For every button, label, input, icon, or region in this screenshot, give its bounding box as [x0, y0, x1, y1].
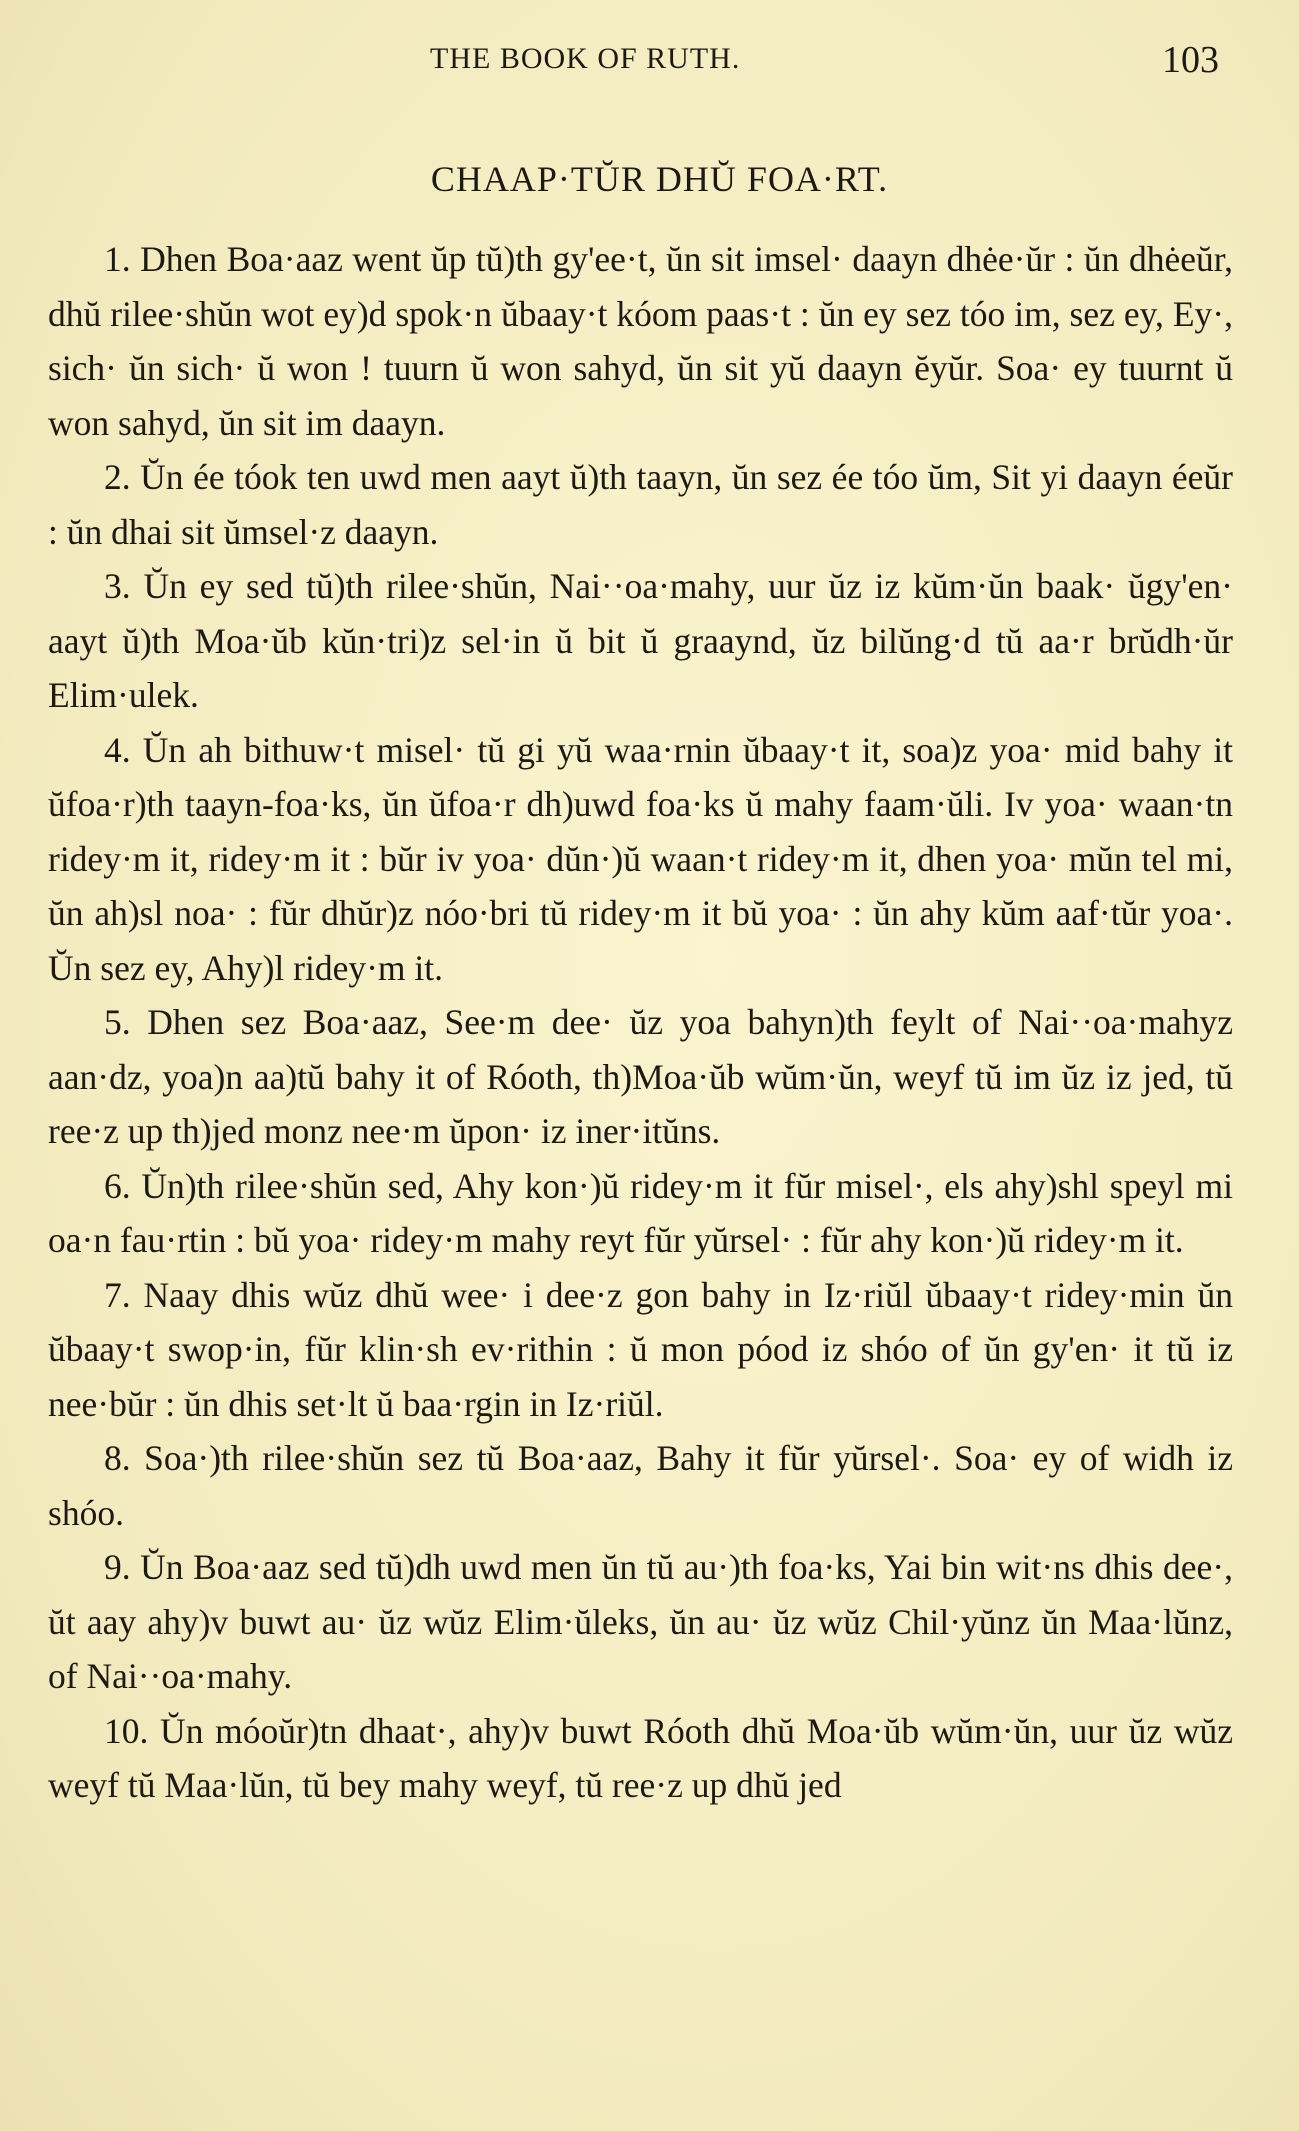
- page-number: 103: [1162, 39, 1219, 81]
- running-title: THE BOOK OF RUTH.: [430, 42, 741, 75]
- body-text: [48, 232, 1233, 1813]
- verse-8: 8. Soa·)th rilee·shŭn sez tŭ Boa·aaz, Bahy it fŭr yŭrsel·. Soa· ey of widh iz shóo.: [48, 1438, 1233, 1533]
- verse-4: 4. Ŭn ah bithuw·t misel· tŭ gi yŭ waa·rnin ŭbaay·t it, soa)z yoa· mid bahy it ŭfoa·r)th taayn-foa·ks, ŭn ŭfoa·r dh)uwd foa·ks ŭ mahy faam·ŭli. Iv yoa· waan·tn ridey·m it, ridey·m it : bŭr iv yoa· dŭn·)ŭ waan·t ridey·m it, dhen yoa· mŭn tel mi, ŭn ah)sl noa· : fŭr dhŭr)z nóo·bri tŭ ridey·m it bŭ yoa· : ŭn ahy kŭm aaf·tŭr yoa·. Ŭn sez ey, Ahy)l ridey·m it.: [48, 729, 1233, 988]
- verse-10: 10. Ŭn móoŭr)tn dhaat·, ahy)v buwt Róoth dhŭ Moa·ŭb wŭm·ŭn, uur ŭz wŭz weyf tŭ Maa·lŭn, tŭ bey mahy weyf, tŭ ree·z up dhŭ jed: [48, 1710, 1233, 1805]
- verse-1: 1. Dhen Boa·aaz went ŭp tŭ)th gy'ee·t, ŭn sit imsel· daayn dhėe·ŭr : ŭn dhėeŭr, dhŭ rilee·shŭn wot ey)d spok·n ŭbaay·t kóom paas·t : ŭn ey sez tóo im, sez ey, Ey·, sich· ŭn sich· ŭ won ! tuurn ŭ won sahyd, ŭn sit yŭ daayn ĕyŭr. Soa· ey tuurnt ŭ won sahyd, ŭn sit im daayn.: [48, 239, 1233, 443]
- verse-6: 6. Ŭn)th rilee·shŭn sed, Ahy kon·)ŭ ridey·m it fŭr misel·, els ahy)shl speyl mi oa·n fau·rtin : bŭ yoa· ridey·m mahy reyt fŭr yŭrsel· : fŭr ahy kon·)ŭ ridey·m it.: [48, 1165, 1233, 1260]
- page-header: [0, 38, 1299, 88]
- verse-7: 7. Naay dhis wŭz dhŭ wee· i dee·z gon bahy in Iz·riŭl ŭbaay·t ridey·min ŭn ŭbaay·t swop·in, fŭr klin·sh ev·rithin : ŭ mon póod iz shóo of ŭn gy'en· it tŭ iz nee·bŭr : ŭn dhis set·lt ŭ baa·rgin in Iz·riŭl.: [48, 1274, 1233, 1424]
- verse-2: 2. Ŭn ée tóok ten uwd men aayt ŭ)th taayn, ŭn sez ée tóo ŭm, Sit yi daayn éeŭr : ŭn dhai sit ŭmsel·z daayn.: [48, 457, 1233, 552]
- verse-3: 3. Ŭn ey sed tŭ)th rilee·shŭn, Nai··oa·mahy, uur ŭz iz kŭm·ŭn baak· ŭgy'en· aayt ŭ)th Moa·ŭb kŭn·tri)z sel·in ŭ bit ŭ graaynd, ŭz bilŭng·d tŭ aa·r brŭdh·ŭr Elim·ulek.: [48, 566, 1233, 715]
- verse-5: 5. Dhen sez Boa·aaz, See·m dee· ŭz yoa bahyn)th feylt of Nai··oa·mahyz aan·dz, yoa)n aa)tŭ bahy it of Róoth, th)Moa·ŭb wŭm·ŭn, weyf tŭ im ŭz iz jed, tŭ ree·z up th)jed monz nee·m ŭpon· iz iner·itŭns.: [48, 1002, 1233, 1151]
- verse-9: 9. Ŭn Boa·aaz sed tŭ)dh uwd men ŭn tŭ au·)th foa·ks, Yai bin wit·ns dhis dee·, ŭt aay ahy)v buwt au· ŭz wŭz Elim·ŭleks, ŭn au· ŭz wŭz Chil·yŭnz ŭn Maa·lŭnz, of Nai··oa·mahy.: [48, 1547, 1233, 1696]
- chapter-title: CHAAP·TŬR DHŬ FOA·RT.: [430, 159, 889, 199]
